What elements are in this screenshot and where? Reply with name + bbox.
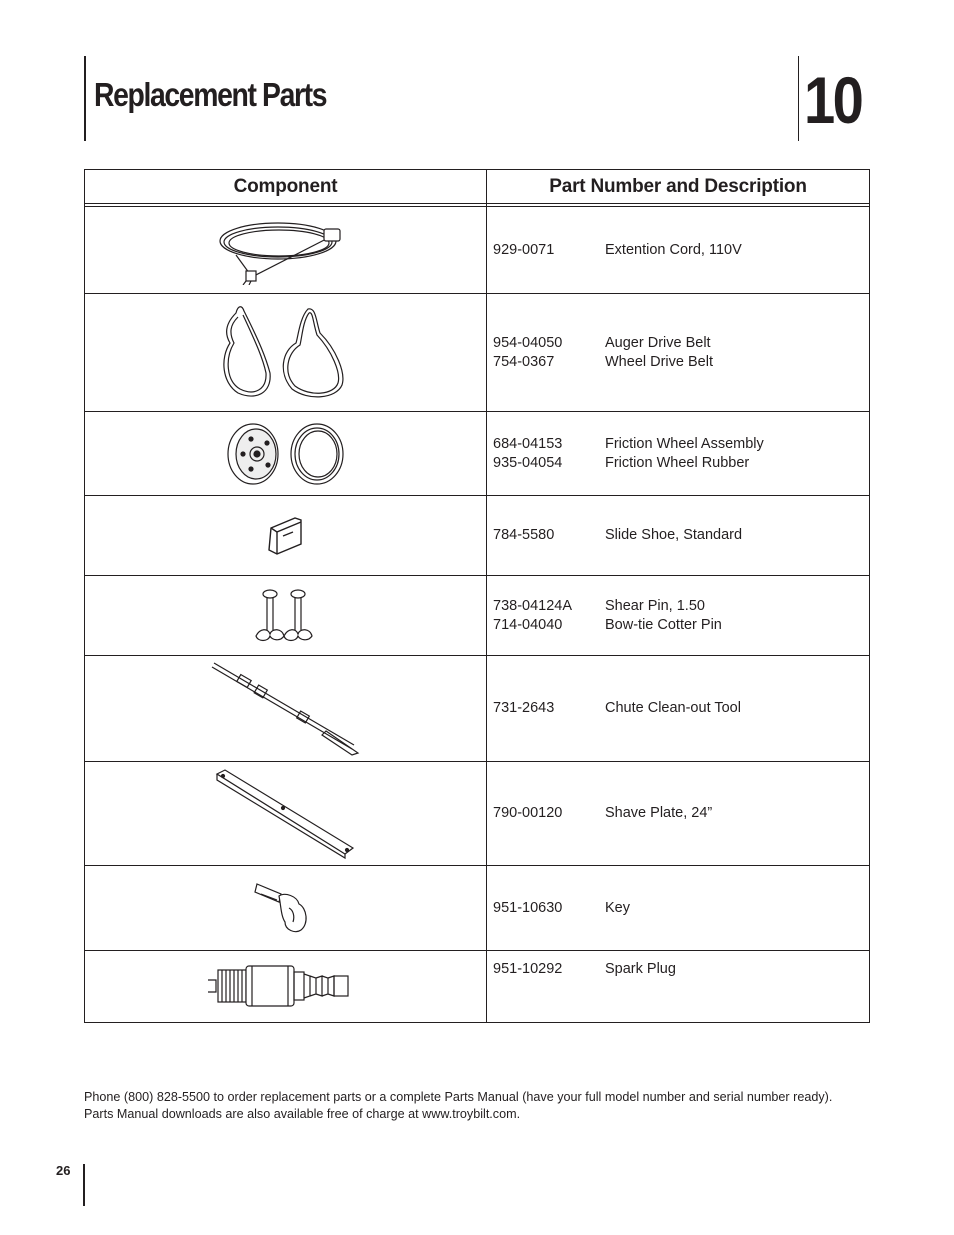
table-row: [85, 576, 870, 656]
part-number: 951-10292: [493, 961, 563, 977]
spark-plug-illustration: [85, 951, 487, 1023]
part-number: 951-10630: [493, 899, 563, 916]
part-number: 731-2643: [493, 700, 555, 716]
part-number: 784-5580: [493, 527, 555, 543]
table-row: [85, 951, 870, 1023]
replacement-parts-table: [84, 169, 870, 1023]
table-row: [85, 866, 870, 951]
part-description: Key: [605, 899, 630, 916]
shear-pins-illustration: [85, 576, 487, 656]
part-description-cell: [487, 294, 870, 412]
part-description-cell: [487, 576, 870, 656]
slide-shoe-illustration: [85, 496, 487, 576]
drive-belts-illustration: [85, 294, 487, 412]
chute-clean-out-tool-illustration: [85, 656, 487, 762]
part-description-cell: [487, 866, 870, 951]
part-description: Friction Wheel Rubber: [605, 454, 750, 471]
part-description-cell: [487, 762, 870, 866]
part-number: 935-04054: [493, 454, 563, 471]
table-row: [85, 656, 870, 762]
key-illustration: [85, 866, 487, 951]
part-description-cell: [487, 207, 870, 294]
part-description: Slide Shoe, Standard: [605, 527, 743, 543]
ordering-note-line-1: Phone (800) 828-5500 to order replacement parts or a complete Parts Manual (have your full model number and serial number ready).: [84, 1090, 833, 1104]
table-row: [85, 412, 870, 496]
shave-plate-illustration: [85, 762, 487, 866]
part-description: Auger Drive Belt: [605, 334, 711, 351]
ordering-note: [84, 1089, 884, 1123]
part-description: Chute Clean-out Tool: [605, 700, 741, 716]
ordering-note-line-2: Parts Manual downloads are also available free of charge at www.troybilt.com.: [84, 1107, 521, 1121]
part-description: Wheel Drive Belt: [605, 353, 713, 370]
chapter-number: 10: [804, 63, 862, 137]
part-description: Shear Pin, 1.50: [605, 597, 705, 614]
table-row: [85, 496, 870, 576]
column-header-component: Component: [85, 170, 487, 204]
table-row: [85, 762, 870, 866]
part-description-cell: [487, 496, 870, 576]
part-description-cell: [487, 412, 870, 496]
chapter-rule: [798, 56, 799, 141]
part-number: 714-04040: [493, 616, 563, 633]
part-description-cell: [487, 656, 870, 762]
part-number: 684-04153: [493, 435, 563, 452]
part-number: 754-0367: [493, 353, 555, 370]
part-number: 954-04050: [493, 334, 563, 351]
part-number: 790-00120: [493, 805, 563, 821]
part-description: Spark Plug: [605, 961, 676, 977]
page-title: Replacement Parts: [94, 76, 327, 113]
table-row: [85, 294, 870, 412]
table-header-row: [85, 170, 870, 204]
part-description: Bow-tie Cotter Pin: [605, 616, 722, 633]
page-number-rule: [83, 1164, 85, 1206]
title-rule-left: [84, 56, 86, 141]
page-number: 26: [56, 1163, 71, 1178]
extension-cord-illustration: [85, 207, 487, 294]
part-description: Shave Plate, 24”: [605, 805, 713, 821]
part-number: 929-0071: [493, 241, 555, 258]
part-description: Extention Cord, 110V: [605, 241, 742, 258]
part-description: Friction Wheel Assembly: [605, 435, 764, 452]
table-row: [85, 207, 870, 294]
part-description-cell: [487, 951, 870, 1023]
friction-wheel-illustration: [85, 412, 487, 496]
column-header-part-number: Part Number and Description: [487, 170, 870, 204]
part-number: 738-04124A: [493, 597, 573, 614]
